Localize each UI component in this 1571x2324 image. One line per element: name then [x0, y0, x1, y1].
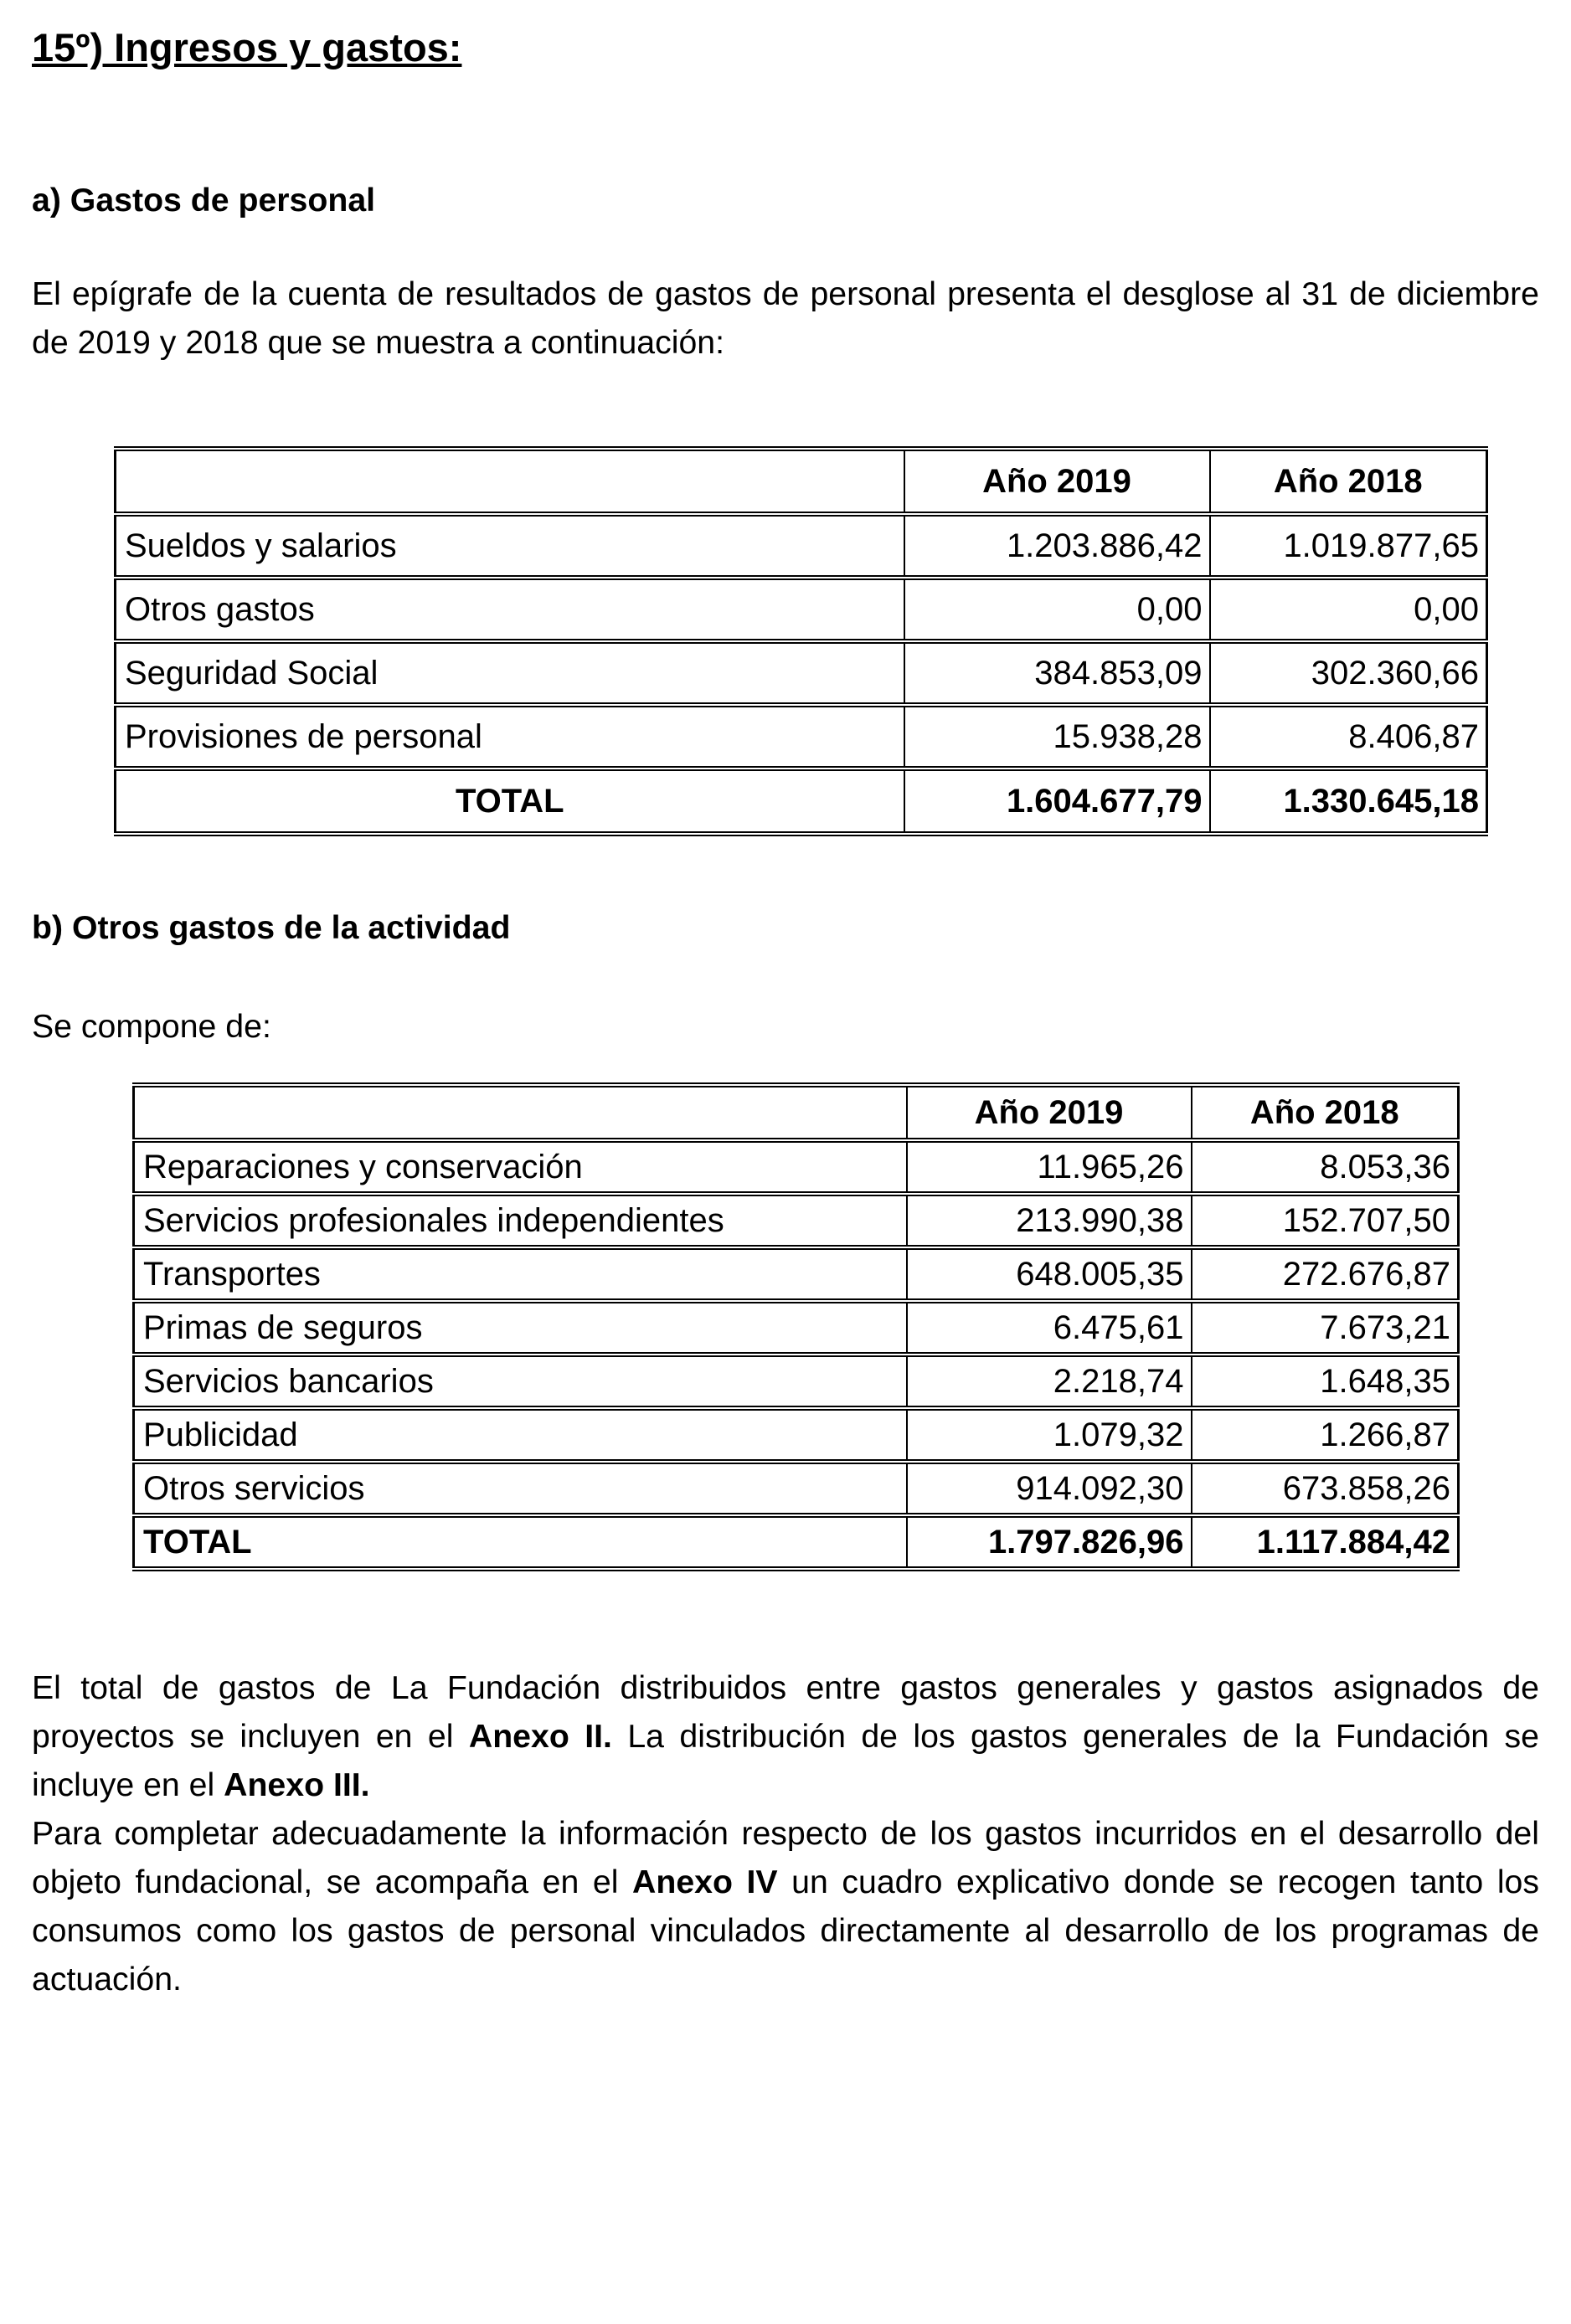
section-b-heading: b) Otros gastos de la actividad — [32, 909, 511, 946]
row-label-cell: Servicios bancarios — [134, 1355, 907, 1408]
year-2018-header: Año 2018 — [1210, 449, 1487, 514]
total-label-cell: TOTAL — [116, 769, 904, 834]
page-title: 15º) Ingresos y gastos: — [32, 25, 462, 69]
value-2019-cell: 6.475,61 — [907, 1301, 1192, 1355]
value-2019-cell: 1.079,32 — [907, 1408, 1192, 1462]
value-2018-cell: 8.053,36 — [1192, 1140, 1459, 1194]
value-2018-cell: 0,00 — [1210, 578, 1487, 641]
table-row — [116, 578, 1487, 641]
table-row — [134, 1140, 1459, 1194]
gastos-personal-table — [114, 446, 1488, 836]
text-run: El total de gastos de La Fundación distribuidos entre gastos generales y gastos asignados de proyectos se incluyen en el — [32, 1669, 1539, 1755]
value-2019-cell: 213.990,38 — [907, 1194, 1192, 1247]
year-2018-header: Año 2018 — [1192, 1085, 1459, 1140]
value-2019-cell: 11.965,26 — [907, 1140, 1192, 1194]
table-header-row — [116, 449, 1487, 514]
value-2018-cell: 1.648,35 — [1192, 1355, 1459, 1408]
empty-header-cell — [116, 449, 904, 514]
row-label-cell: Otros gastos — [116, 578, 904, 641]
text-run: un cuadro explicativo donde se recogen tanto los consumos como los gastos de personal vinculados directamente al desarrollo de los programas de actuación. — [32, 1864, 1539, 1998]
table-header-row — [134, 1085, 1459, 1140]
row-label-cell: Reparaciones y conservación — [134, 1140, 907, 1194]
row-label-cell: Publicidad — [134, 1408, 907, 1462]
table-row — [134, 1194, 1459, 1247]
value-2018-cell: 673.858,26 — [1192, 1462, 1459, 1515]
row-label-cell: Seguridad Social — [116, 641, 904, 705]
value-2019-cell: 0,00 — [904, 578, 1210, 641]
anexo-iii-bold-text: Anexo III. — [224, 1766, 370, 1803]
value-2019-cell: 648.005,35 — [907, 1247, 1192, 1301]
value-2019-cell: 914.092,30 — [907, 1462, 1192, 1515]
row-label-cell: Sueldos y salarios — [116, 514, 904, 578]
value-2018-cell: 302.360,66 — [1210, 641, 1487, 705]
value-2018-cell: 1.266,87 — [1192, 1408, 1459, 1462]
total-label-cell: TOTAL — [134, 1515, 907, 1569]
value-2018-cell: 7.673,21 — [1192, 1301, 1459, 1355]
closing-paragraph-anexo-iv — [32, 1809, 1539, 2003]
value-2019-cell: 2.218,74 — [907, 1355, 1192, 1408]
value-2018-cell: 272.676,87 — [1192, 1247, 1459, 1301]
otros-gastos-table — [132, 1082, 1460, 1571]
value-2018-cell: 8.406,87 — [1210, 705, 1487, 769]
value-2018-cell: 1.019.877,65 — [1210, 514, 1487, 578]
closing-paragraph-annexes — [32, 1663, 1539, 1809]
table-row — [116, 641, 1487, 705]
section-a-intro: El epígrafe de la cuenta de resultados de gastos de personal presenta el desglose al 31 de diciembre de 2019 y 2018 que se muestra a continuación: — [32, 275, 1539, 361]
table-row — [134, 1408, 1459, 1462]
text-run: La distribución de los gastos generales de la Fundación se incluye en el — [32, 1718, 1539, 1803]
anexo-ii-bold-text: Anexo II. — [468, 1718, 612, 1755]
table-row — [116, 705, 1487, 769]
row-label-cell: Otros servicios — [134, 1462, 907, 1515]
section-a-heading: a) Gastos de personal — [32, 182, 376, 219]
total-2019-cell: 1.604.677,79 — [904, 769, 1210, 834]
total-2019-cell: 1.797.826,96 — [907, 1515, 1192, 1569]
row-label-cell: Primas de seguros — [134, 1301, 907, 1355]
total-2018-cell: 1.330.645,18 — [1210, 769, 1487, 834]
value-2019-cell: 384.853,09 — [904, 641, 1210, 705]
table-row — [134, 1301, 1459, 1355]
value-2019-cell: 15.938,28 — [904, 705, 1210, 769]
section-b-intro: Se compone de: — [32, 1008, 271, 1045]
table-row — [134, 1355, 1459, 1408]
table-row — [116, 514, 1487, 578]
table-row — [134, 1247, 1459, 1301]
text-run: Para completar adecuadamente la información respecto de los gastos incurridos en el desarrollo del objeto fundacional, se acompaña en el — [32, 1815, 1539, 1900]
value-2019-cell: 1.203.886,42 — [904, 514, 1210, 578]
year-2019-header: Año 2019 — [907, 1085, 1192, 1140]
total-2018-cell: 1.117.884,42 — [1192, 1515, 1459, 1569]
row-label-cell: Provisiones de personal — [116, 705, 904, 769]
table-total-row — [134, 1515, 1459, 1569]
year-2019-header: Año 2019 — [904, 449, 1210, 514]
empty-header-cell — [134, 1085, 907, 1140]
value-2018-cell: 152.707,50 — [1192, 1194, 1459, 1247]
table-row — [134, 1462, 1459, 1515]
anexo-iv-bold-text: Anexo IV — [632, 1864, 778, 1900]
table-total-row — [116, 769, 1487, 834]
row-label-cell: Servicios profesionales independientes — [134, 1194, 907, 1247]
row-label-cell: Transportes — [134, 1247, 907, 1301]
